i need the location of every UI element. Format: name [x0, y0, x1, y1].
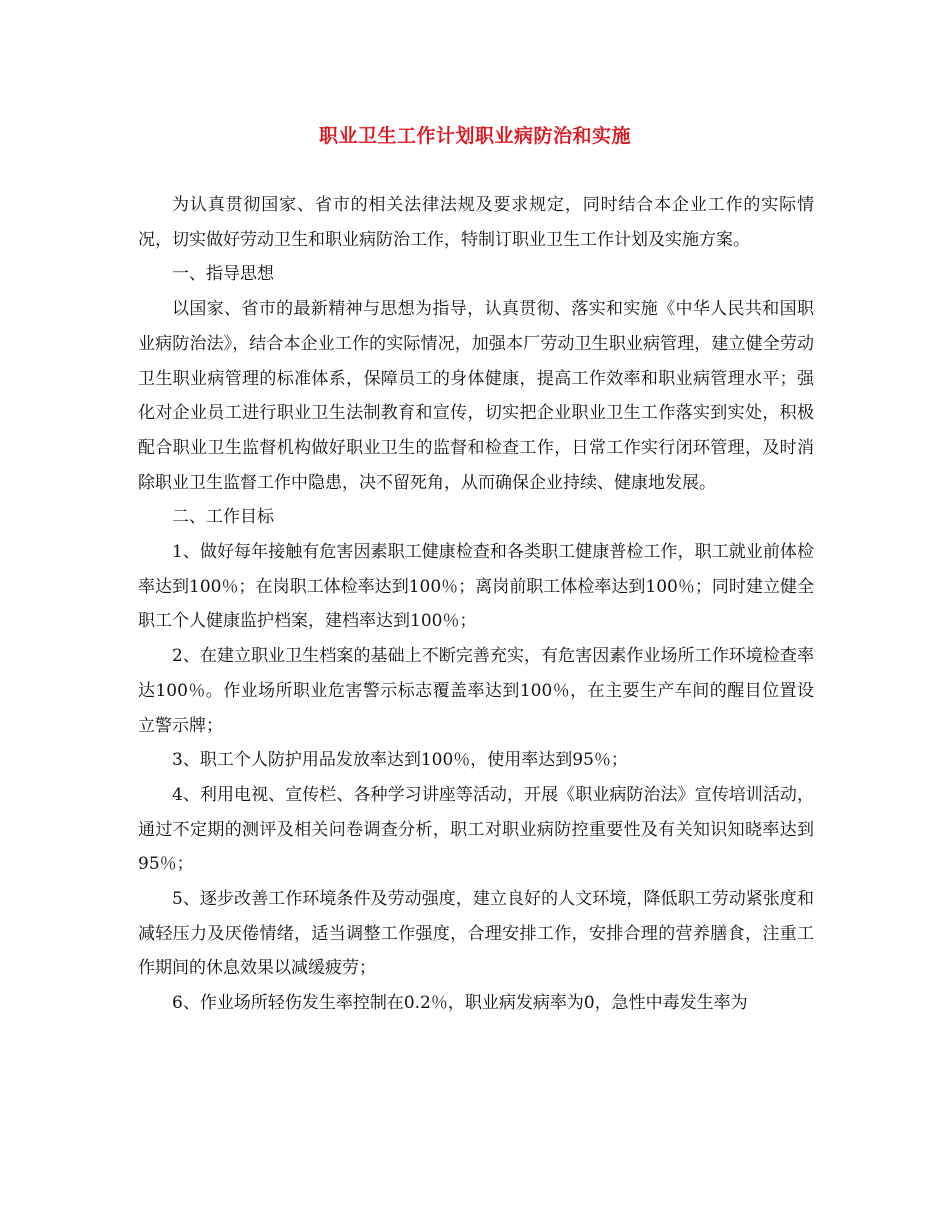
paragraph-guiding-thought: 以国家、省市的最新精神与思想为指导，认真贯彻、落实和实施《中华人民共和国职业病防治法》，结合本企业工作的实际情况，加强本厂劳动卫生职业病管理，建立健全劳动卫生职业病管理的标准体系，保障员工的身体健康，提高工作效率和职业病管理水平；强化对企业员工进行职业卫生法制教育和宣传，切实把企业职业卫生工作落实到实处，积极配合职业卫生监督机构做好职业卫生的监督和检查工作，日常工作实行闭环管理，及时消除职业卫生监督工作中隐患，决不留死角，从而确保企业持续、健康地发展。	[138, 299, 814, 493]
paragraph-intro: 为认真贯彻国家、省市的相关法律法规及要求规定，同时结合本企业工作的实际情况，切实做好劳动卫生和职业病防治工作，特制订职业卫生工作计划及实施方案。	[138, 195, 814, 250]
goal-item-5: 5、逐步改善工作环境条件及劳动强度，建立良好的人文环境，降低职工劳动紧张度和减轻压力及厌倦情绪，适当调整工作强度，合理安排工作，安排合理的营养膳食，注重工作期间的休息效果以减缓疲劳；	[138, 889, 814, 979]
goal-item-1: 1、做好每年接触有危害因素职工健康检查和各类职工健康普检工作，职工就业前体检率达到100％；在岗职工体检率达到100％；离岗前职工体检率达到100％；同时建立健全职工个人健康监护档案，建档率达到100％；	[138, 542, 814, 632]
goal-item-6: 6、作业场所轻伤发生率控制在0.2％，职业病发病率为0，急性中毒发生率为	[172, 993, 748, 1014]
document-body	[138, 188, 814, 1021]
section-heading-guiding-thought: 一、指导思想	[172, 264, 274, 285]
goal-item-2: 2、在建立职业卫生档案的基础上不断完善充实，有危害因素作业场所工作环境检查率达100％。作业场所职业危害警示标志覆盖率达到100％，在主要生产车间的醒目位置设立警示牌；	[138, 646, 814, 736]
goal-item-3: 3、职工个人防护用品发放率达到100％，使用率达到95％；	[172, 750, 628, 771]
section-heading-work-goals: 二、工作目标	[172, 507, 274, 528]
goal-item-4: 4、利用电视、宣传栏、各种学习讲座等活动，开展《职业病防治法》宣传培训活动，通过不定期的测评及相关问卷调查分析，职工对职业病防控重要性及有关知识知晓率达到95％；	[138, 784, 814, 875]
document-title: 职业卫生工作计划职业病防治和实施	[318, 125, 631, 147]
